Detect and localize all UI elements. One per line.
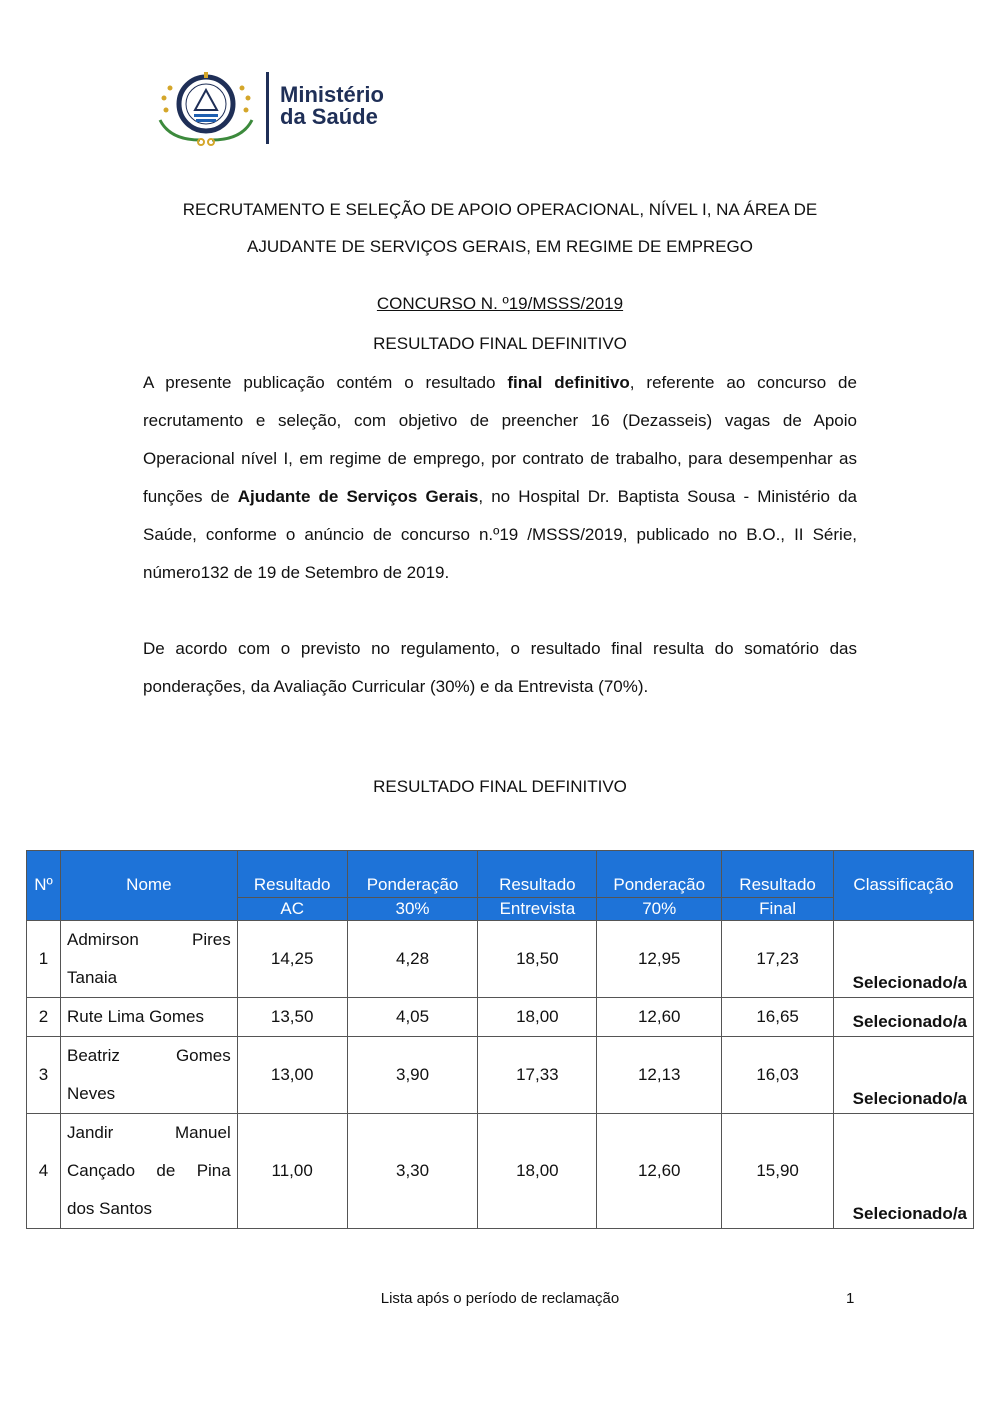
title-line1: RECRUTAMENTO E SELEÇÃO DE APOIO OPERACIONAL, NÍVEL I, NA ÁREA DE	[182, 200, 818, 219]
intro-bold-final: final definitivo	[507, 373, 630, 392]
cell-no: 3	[27, 1037, 61, 1114]
ministry-name-line2: da Saúde	[280, 104, 378, 129]
cell-p70: 12,13	[597, 1037, 722, 1114]
cell-ac: 14,25	[237, 921, 347, 998]
cell-ac: 11,00	[237, 1114, 347, 1229]
name-word: de	[156, 1161, 176, 1180]
table-row	[27, 921, 974, 998]
ministry-name	[280, 84, 384, 128]
intro-text-part2: , referente ao concurso de recrutamento e seleção, com objetivo de preencher 16 (Dezasseis) vagas de Apoio Operacional nível I, em regime de emprego, por contrato de trabalho, para desempenhar as funções de	[143, 373, 857, 506]
name-word: Beatriz	[66, 1046, 120, 1065]
footer-note: Lista após o período de reclamação	[380, 1290, 620, 1307]
cell-no: 1	[27, 921, 61, 998]
cell-classificacao: Selecionado/a	[834, 921, 974, 998]
intro-paragraph	[143, 364, 857, 592]
cell-no: 2	[27, 998, 61, 1037]
col-header-p30-bottom: 30%	[347, 898, 478, 921]
concurso-number: CONCURSO N. º19/MSSS/2019	[376, 294, 624, 313]
name-line	[67, 998, 231, 1036]
cell-p30: 4,05	[347, 998, 478, 1037]
cell-ent: 18,00	[478, 1114, 597, 1229]
col-header-final-top: Resultado	[722, 851, 834, 898]
name-word: Jandir	[66, 1123, 114, 1142]
name-line	[67, 1075, 231, 1113]
cell-p70: 12,60	[597, 998, 722, 1037]
name-word: Manuel	[174, 1123, 231, 1142]
table-row	[27, 1037, 974, 1114]
name-line	[67, 1114, 231, 1152]
name-word: Tanaia	[66, 968, 118, 987]
name-word: dos Santos	[66, 1199, 153, 1218]
cell-ac: 13,50	[237, 998, 347, 1037]
col-header-p70-top: Ponderação	[597, 851, 722, 898]
cell-classificacao: Selecionado/a	[834, 998, 974, 1037]
col-header-ac-bottom: AC	[237, 898, 347, 921]
cell-classificacao: Selecionado/a	[834, 1037, 974, 1114]
cell-name	[60, 1037, 237, 1114]
table-heading: RESULTADO FINAL DEFINITIVO	[373, 777, 627, 796]
logo-divider	[266, 72, 269, 144]
cell-ent: 18,50	[478, 921, 597, 998]
name-word: Rute Lima Gomes	[66, 1007, 204, 1026]
cell-name	[60, 921, 237, 998]
cell-p30: 3,30	[347, 1114, 478, 1229]
cell-p30: 4,28	[347, 921, 478, 998]
table-row	[27, 1114, 974, 1229]
ministry-logo	[150, 70, 430, 150]
results-table	[26, 850, 974, 1229]
page-number: 1	[846, 1290, 855, 1307]
col-header-p30-top: Ponderação	[347, 851, 478, 898]
cell-final: 17,23	[722, 921, 834, 998]
col-header-ent-bottom: Entrevista	[478, 898, 597, 921]
table-row	[27, 998, 974, 1037]
name-line	[67, 959, 231, 997]
cabo-verde-coat-of-arms-icon	[150, 70, 262, 148]
results-body	[27, 921, 974, 1229]
intro-text-part1: A presente publicação contém o resultado	[143, 373, 508, 392]
intro-bold-role: Ajudante de Serviços Gerais	[237, 487, 479, 506]
cell-name	[60, 998, 237, 1037]
col-header-final-bottom: Final	[722, 898, 834, 921]
cell-classificacao: Selecionado/a	[834, 1114, 974, 1229]
name-line	[67, 1152, 231, 1190]
name-word: Admirson	[66, 930, 139, 949]
cell-final: 15,90	[722, 1114, 834, 1229]
cell-p70: 12,95	[597, 921, 722, 998]
name-line	[67, 921, 231, 959]
cell-final: 16,03	[722, 1037, 834, 1114]
name-word: Cançado	[66, 1161, 136, 1180]
name-line	[67, 1190, 231, 1228]
name-line	[67, 1037, 231, 1075]
cell-name	[60, 1114, 237, 1229]
col-header-nome: Nome	[60, 851, 237, 921]
col-header-no: Nº	[27, 851, 61, 921]
col-header-classificacao: Classificação	[834, 851, 974, 921]
col-header-ac-top: Resultado	[237, 851, 347, 898]
result-heading: RESULTADO FINAL DEFINITIVO	[373, 334, 627, 353]
cell-final: 16,65	[722, 998, 834, 1037]
table-header-row	[27, 851, 974, 898]
name-word: Gomes	[175, 1046, 231, 1065]
cell-p30: 3,90	[347, 1037, 478, 1114]
title-line2: AJUDANTE DE SERVIÇOS GERAIS, EM REGIME DE EMPREGO	[247, 237, 753, 256]
cell-ac: 13,00	[237, 1037, 347, 1114]
cell-ent: 17,33	[478, 1037, 597, 1114]
name-word: Pires	[192, 930, 231, 949]
name-word: Neves	[66, 1084, 116, 1103]
cell-no: 4	[27, 1114, 61, 1229]
ministry-name-line1: Ministério	[280, 82, 384, 107]
regulation-paragraph: De acordo com o previsto no regulamento, o resultado final resulta do somatório das ponderações, da Avaliação Curricular (30%) e da Entrevista (70%).	[143, 639, 857, 696]
name-word: Pina	[196, 1161, 231, 1180]
col-header-p70-bottom: 70%	[597, 898, 722, 921]
cell-ent: 18,00	[478, 998, 597, 1037]
cell-p70: 12,60	[597, 1114, 722, 1229]
col-header-ent-top: Resultado	[478, 851, 597, 898]
intro-text-part3: , no Hospital Dr. Baptista Sousa - Ministério da Saúde, conforme o anúncio de concurso n.º19 /MSSS/2019, publicado no B.O., II Série, número132 de 19 de Setembro de 2019.	[143, 487, 857, 582]
